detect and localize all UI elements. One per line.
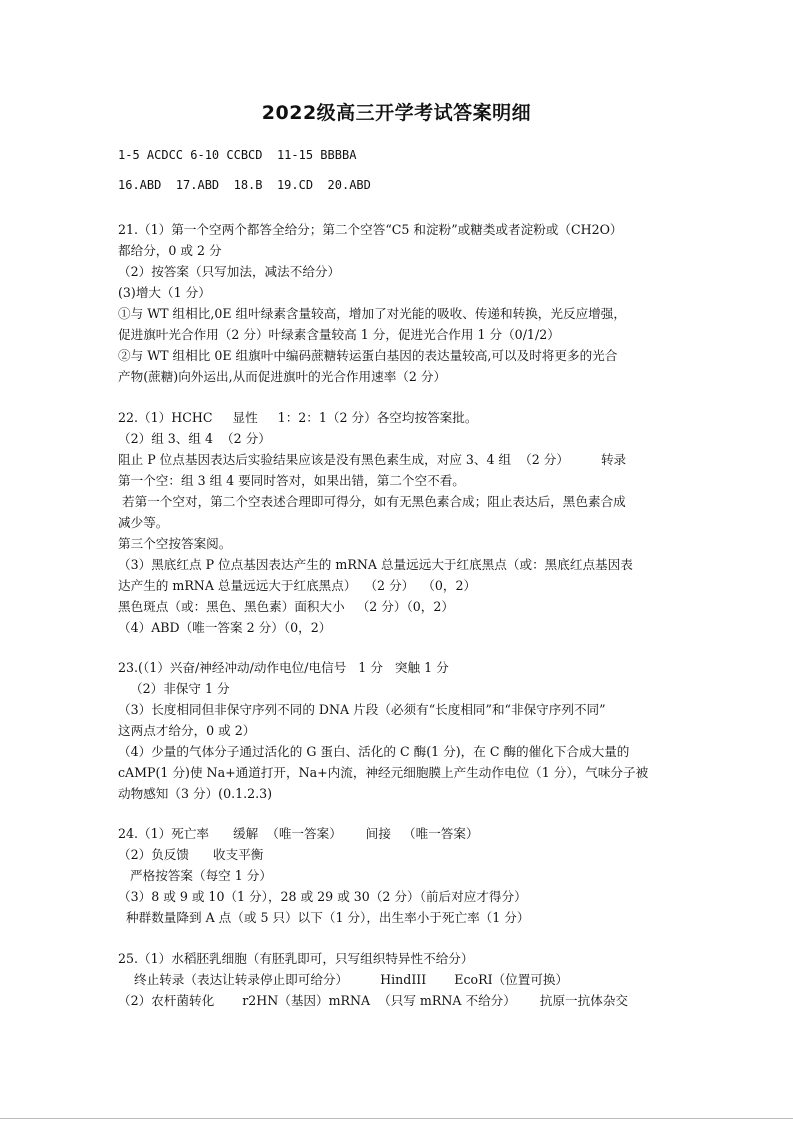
q23-line-3: （3）长度相同但非保守序列不同的 DNA 片段（必须有“长度相同”和“非保守序列不同” [118,702,606,717]
q21-line-6: 促进旗叶光合作用（2 分）叶绿素含量较高 1 分，促进光合作用 1 分（0/1/2） [118,327,560,342]
q22-line-3: 阻止 P 位点基因表达后实验结果应该是没有黑色素生成，对应 3、4 组 （2 分） 转录 [118,452,627,467]
q22-line-7: 第三个空按答案阅。 [118,536,232,551]
q22-line-6: 减少等。 [118,515,169,530]
q24-line-3: 严格按答案（每空 1 分） [118,868,272,883]
q22-line-2: （2）组 3、组 4 （2 分） [118,431,271,446]
mc-answers-line-1: 1-5 ACDCC 6-10 CCBCD 11-15 BBBBA [118,148,357,162]
q25-line-3: （2）农杆菌转化 r2HN（基因）mRNA （只写 mRNA 不给分） 抗原一抗体杂交 [118,993,629,1008]
q22-line-8: （3）黑底红点 P 位点基因表达产生的 mRNA 总量远远大于红底黑点（或：黑底红点基因表 [118,557,633,572]
q21-line-8: 产物(蔗糖)向外运出,从而促进旗叶的光合作用速率（2 分） [118,369,447,384]
page-bottom-divider [0,1118,793,1119]
q24-line-1: 24.（1）死亡率 缓解 （唯一答案） 间接 （唯一答案） [118,826,479,841]
q21-line-7: ②与 WT 组相比 0E 组旗叶中编码蔗糖转运蛋白基因的表达量较高,可以及时将更多的光合 [118,348,618,363]
q21-line-2: 都给分，0 或 2 分 [118,243,222,258]
page-title: 2022级高三开学考试答案明细 [261,102,532,124]
q21-line-3: （2）按答案（只写加法，减法不给分） [118,264,341,279]
q23-line-5: （4）少量的气体分子通过活化的 G 蛋白、活化的 C 酶(1 分)，在 C 酶的催化下合成大量的 [118,744,630,759]
q22-line-4: 第一个空：组 3 组 4 要同时答对，如果出错，第二个空不看。 [118,473,465,488]
q22-line-11: （4）ABD（唯一答案 2 分）（0，2） [118,620,332,635]
q23-line-7: 动物感知（3 分）(0.1.2.3) [118,786,273,801]
q23-line-4: 这两点才给分，0 或 2） [118,723,256,738]
q23-line-2: （2）非保守 1 分 [118,681,230,696]
q25-line-1: 25.（1）水稻胚乳细胞（有胚乳即可，只写组织特异性不给分） [118,951,474,966]
q23-line-1: 23.(（1）兴奋/神经冲动/动作电位/电信号 1 分 突触 1 分 [118,660,449,675]
q24-line-5: 种群数量降到 A 点（或 5 只）以下（1 分），出生率小于死亡率（1 分） [118,910,530,925]
q22-line-1: 22.（1）HCHC 显性 1：2：1（2 分）各空均按答案批。 [118,410,478,425]
q25-line-2: 终止转录（表达让转录停止即可给分） HindIII EcoRI（位置可换） [118,972,569,987]
q22-line-9: 达产生的 mRNA 总量远远大于红底黑点） （2 分） （0，2） [118,578,477,593]
q22-line-5: 若第一个空对，第二个空表述合理即可得分，如有无黑色素合成；阻止表达后，黑色素合成 [118,494,626,509]
q24-line-4: （3）8 或 9 或 10（1 分），28 或 29 或 30（2 分）（前后对应才得分） [118,889,527,904]
q24-line-2: （2）负反馈 收支平衡 [118,847,264,862]
q21-line-5: ①与 WT 组相比,0E 组叶绿素含量较高，增加了对光能的吸收、传递和转换，光反应增强， [118,306,626,321]
mc-answers-line-2: 16.ABD 17.ABD 18.B 19.CD 20.ABD [118,178,371,192]
q22-line-10: 黑色斑点（或：黑色、黑色素）面积大小 （2 分）（0，2） [118,599,455,614]
q21-line-4: (3)增大（1 分） [118,285,211,300]
q23-line-6: cAMP(1 分)使 Na+通道打开，Na+内流，神经元细胞膜上产生动作电位（1 分），气味分子被 [118,765,649,780]
q21-line-1: 21.（1）第一个空两个都答全给分；第二个空答“C5 和淀粉”或糖类或者淀粉或（CH2O） [118,222,623,237]
